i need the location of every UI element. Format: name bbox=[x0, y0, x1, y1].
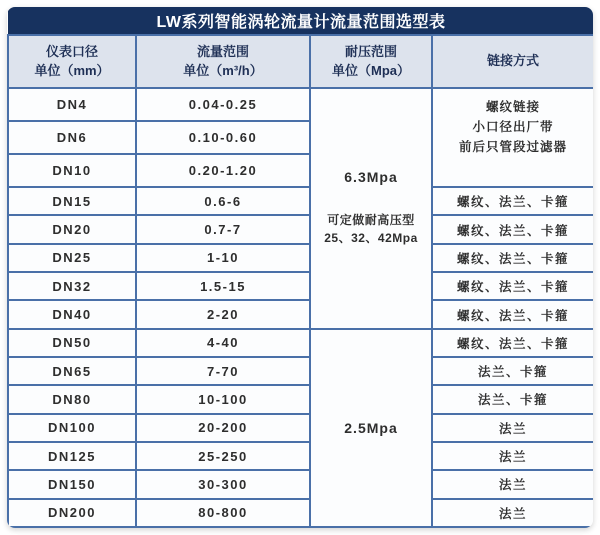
flow-cell: 0.20-1.20 bbox=[136, 154, 310, 187]
pressure-value: 6.3Mpa bbox=[344, 169, 398, 186]
flow-cell: 30-300 bbox=[136, 470, 310, 498]
flow-cell: 0.6-6 bbox=[136, 187, 310, 215]
pressure-note-line: 25、32、42Mpa bbox=[324, 231, 418, 246]
header-line: 耐压范围 bbox=[344, 43, 397, 59]
diameter-cell: DN65 bbox=[8, 357, 136, 385]
flow-cell: 20-200 bbox=[136, 414, 310, 442]
flow-cell: 2-20 bbox=[136, 300, 310, 328]
col-header-connection: 链接方式 bbox=[432, 35, 593, 88]
diameter-cell: DN25 bbox=[8, 244, 136, 272]
flow-cell: 1-10 bbox=[136, 244, 310, 272]
title-row bbox=[8, 7, 593, 35]
flow-cell: 0.04-0.25 bbox=[136, 88, 310, 121]
diameter-cell: DN20 bbox=[8, 215, 136, 243]
table-row bbox=[8, 272, 593, 300]
flow-cell: 4-40 bbox=[136, 329, 310, 357]
header-row bbox=[8, 35, 593, 88]
connection-line: 前后只管段过滤器 bbox=[458, 140, 567, 154]
header-line: 流量范围 bbox=[196, 43, 249, 59]
diameter-cell: DN150 bbox=[8, 470, 136, 498]
header-line: 单位（m³/h） bbox=[183, 62, 263, 78]
col-header-pressure bbox=[310, 35, 432, 88]
table-row bbox=[8, 357, 593, 385]
connection-cell: 法兰 bbox=[432, 499, 593, 527]
connection-cell: 法兰、卡箍 bbox=[432, 357, 593, 385]
diameter-cell: DN15 bbox=[8, 187, 136, 215]
connection-cell: 法兰 bbox=[432, 442, 593, 470]
connection-cell: 螺纹、法兰、卡箍 bbox=[432, 300, 593, 328]
connection-cell-merged bbox=[432, 88, 593, 187]
flow-cell: 7-70 bbox=[136, 357, 310, 385]
table-row bbox=[8, 414, 593, 442]
header-line: 单位（Mpa） bbox=[331, 62, 410, 78]
connection-cell: 法兰 bbox=[432, 414, 593, 442]
connection-cell: 螺纹、法兰、卡箍 bbox=[432, 244, 593, 272]
selection-table-card bbox=[7, 7, 593, 528]
table-row bbox=[8, 385, 593, 413]
table-row bbox=[8, 187, 593, 215]
pressure-note bbox=[324, 211, 418, 247]
flow-cell: 25-250 bbox=[136, 442, 310, 470]
diameter-cell: DN50 bbox=[8, 329, 136, 357]
connection-cell: 法兰、卡箍 bbox=[432, 385, 593, 413]
pressure-note-line: 可定做耐高压型 bbox=[327, 213, 415, 228]
table-row bbox=[8, 300, 593, 328]
selection-table bbox=[7, 7, 593, 528]
table-row bbox=[8, 244, 593, 272]
table-row bbox=[8, 329, 593, 357]
table-row bbox=[8, 470, 593, 498]
diameter-cell: DN200 bbox=[8, 499, 136, 527]
page-title: LW系列智能涡轮流量计流量范围选型表 bbox=[8, 7, 593, 35]
pressure-cell-high-group bbox=[310, 88, 432, 329]
flow-cell: 1.5-15 bbox=[136, 272, 310, 300]
flow-cell: 80-800 bbox=[136, 499, 310, 527]
pressure-cell-low-group: 2.5Mpa bbox=[310, 329, 432, 527]
header-line: 单位（mm） bbox=[34, 62, 110, 78]
connection-cell: 螺纹、法兰、卡箍 bbox=[432, 272, 593, 300]
table-row bbox=[8, 215, 593, 243]
diameter-cell: DN10 bbox=[8, 154, 136, 187]
col-header-diameter bbox=[8, 35, 136, 88]
connection-line: 螺纹链接 bbox=[485, 100, 540, 114]
flow-cell: 10-100 bbox=[136, 385, 310, 413]
flow-cell: 0.10-0.60 bbox=[136, 121, 310, 154]
connection-cell: 螺纹、法兰、卡箍 bbox=[432, 329, 593, 357]
connection-line: 小口径出厂带 bbox=[472, 120, 554, 134]
connection-cell: 螺纹、法兰、卡箍 bbox=[432, 187, 593, 215]
diameter-cell: DN125 bbox=[8, 442, 136, 470]
table-row bbox=[8, 88, 593, 121]
table-row bbox=[8, 442, 593, 470]
diameter-cell: DN6 bbox=[8, 121, 136, 154]
connection-cell: 法兰 bbox=[432, 470, 593, 498]
diameter-cell: DN32 bbox=[8, 272, 136, 300]
table-row bbox=[8, 499, 593, 527]
diameter-cell: DN100 bbox=[8, 414, 136, 442]
diameter-cell: DN40 bbox=[8, 300, 136, 328]
diameter-cell: DN4 bbox=[8, 88, 136, 121]
flow-cell: 0.7-7 bbox=[136, 215, 310, 243]
col-header-flow bbox=[136, 35, 310, 88]
header-line: 仪表口径 bbox=[45, 43, 98, 59]
diameter-cell: DN80 bbox=[8, 385, 136, 413]
connection-cell: 螺纹、法兰、卡箍 bbox=[432, 215, 593, 243]
